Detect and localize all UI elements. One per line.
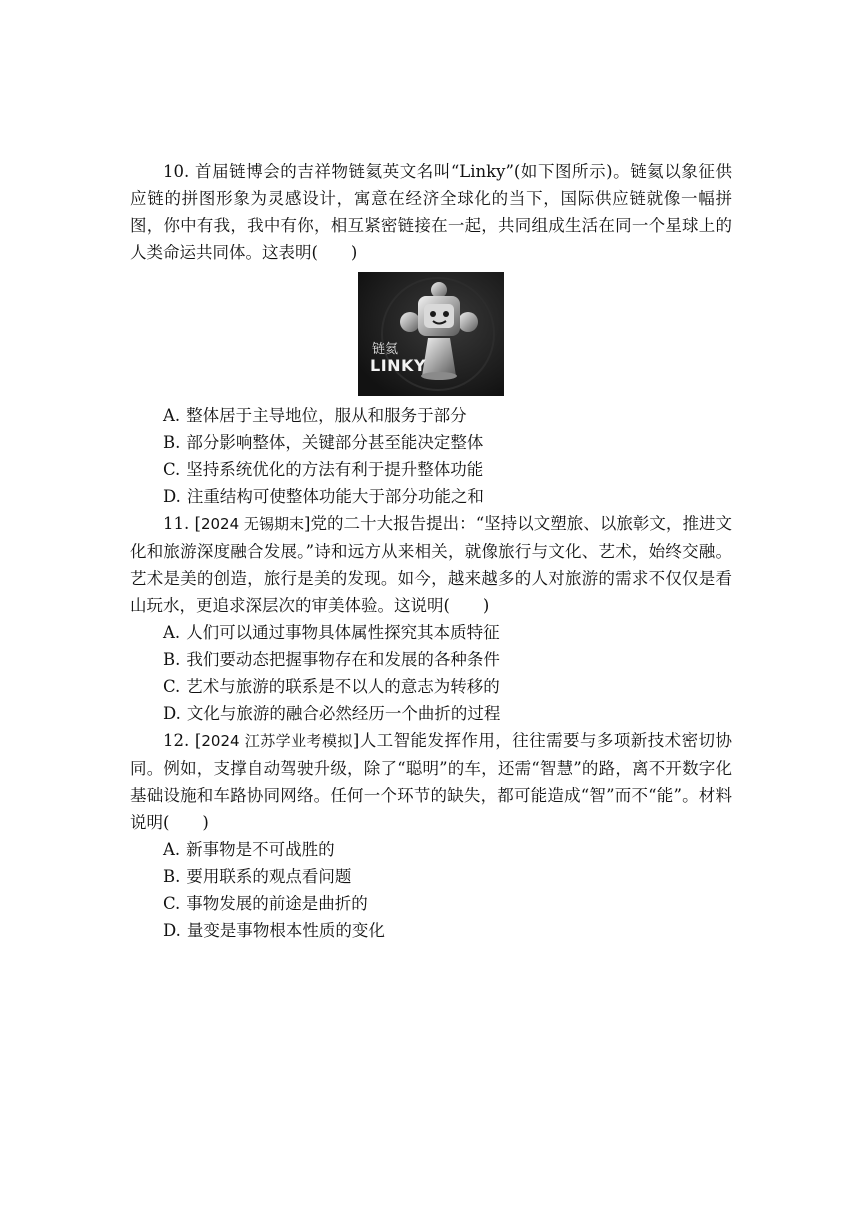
question-12-stem: 12. [2024 江苏学业考模拟]人工智能发挥作用，往往需要与多项新技术密切协同。例如，支撑自动驾驶升级，除了“聪明”的车，还需“智慧”的路，离不开数字化基础设施和车路协同网络。任何一个环节的缺失，都可能造成“智”而不“能”。材料说明( )	[130, 731, 732, 832]
linky-mascot-icon	[358, 272, 504, 396]
option-10-b[interactable]: B. 部分影响整体，关键部分甚至能决定整体	[163, 433, 484, 452]
option-11-c[interactable]: C. 艺术与旅游的联系是不以人的意志为转移的	[163, 677, 500, 696]
option-10-c[interactable]: C. 坚持系统优化的方法有利于提升整体功能	[163, 460, 484, 479]
question-11-options	[130, 619, 732, 727]
option-11-d[interactable]: D. 文化与旅游的融合必然经历一个曲折的过程	[163, 704, 501, 723]
option-12-d[interactable]: D. 量变是事物根本性质的变化	[163, 921, 385, 940]
option-12-b[interactable]: B. 要用联系的观点看问题	[163, 867, 352, 886]
question-11-stem: 11. [2024 无锡期末]党的二十大报告提出：“坚持以文塑旅、以旅彰文，推进文化和旅游深度融合发展。”诗和远方从来相关，就像旅行与文化、艺术，始终交融。艺术是美的创造，旅行是美的发现。如今，越来越多的人对旅游的需求不仅仅是看山玩水，更追求深层次的审美体验。这说明( )	[130, 514, 732, 615]
question-11-source: 2024 无锡期末	[200, 515, 305, 533]
question-12-source: 2024 江苏学业考模拟	[201, 732, 353, 750]
option-12-a[interactable]: A. 新事物是不可战胜的	[163, 840, 335, 859]
question-10-options	[130, 402, 732, 510]
option-10-d[interactable]: D. 注重结构可使整体功能大于部分功能之和	[163, 487, 484, 506]
option-10-a[interactable]: A. 整体居于主导地位，服从和服务于部分	[163, 406, 467, 425]
linky-mascot-image	[358, 272, 504, 396]
question-12-options	[130, 836, 732, 944]
option-12-c[interactable]: C. 事物发展的前途是曲折的	[163, 894, 368, 913]
document-page	[130, 158, 732, 944]
mascot-label-en: LINKY	[370, 356, 427, 375]
option-11-b[interactable]: B. 我们要动态把握事物存在和发展的各种条件	[163, 650, 500, 669]
option-11-a[interactable]: A. 人们可以通过事物具体属性探究其本质特征	[163, 623, 500, 642]
question-10-stem: 10. 首届链博会的吉祥物链氦英文名叫“Linky”(如下图所示)。链氦以象征供应链的拼图形象为灵感设计，寓意在经济全球化的当下，国际供应链就像一幅拼图，你中有我，我中有你，相互紧密链接在一起，共同组成生活在同一个星球上的人类命运共同体。这表明( )	[130, 162, 732, 262]
mascot-label-cn: 链氦	[372, 342, 399, 357]
